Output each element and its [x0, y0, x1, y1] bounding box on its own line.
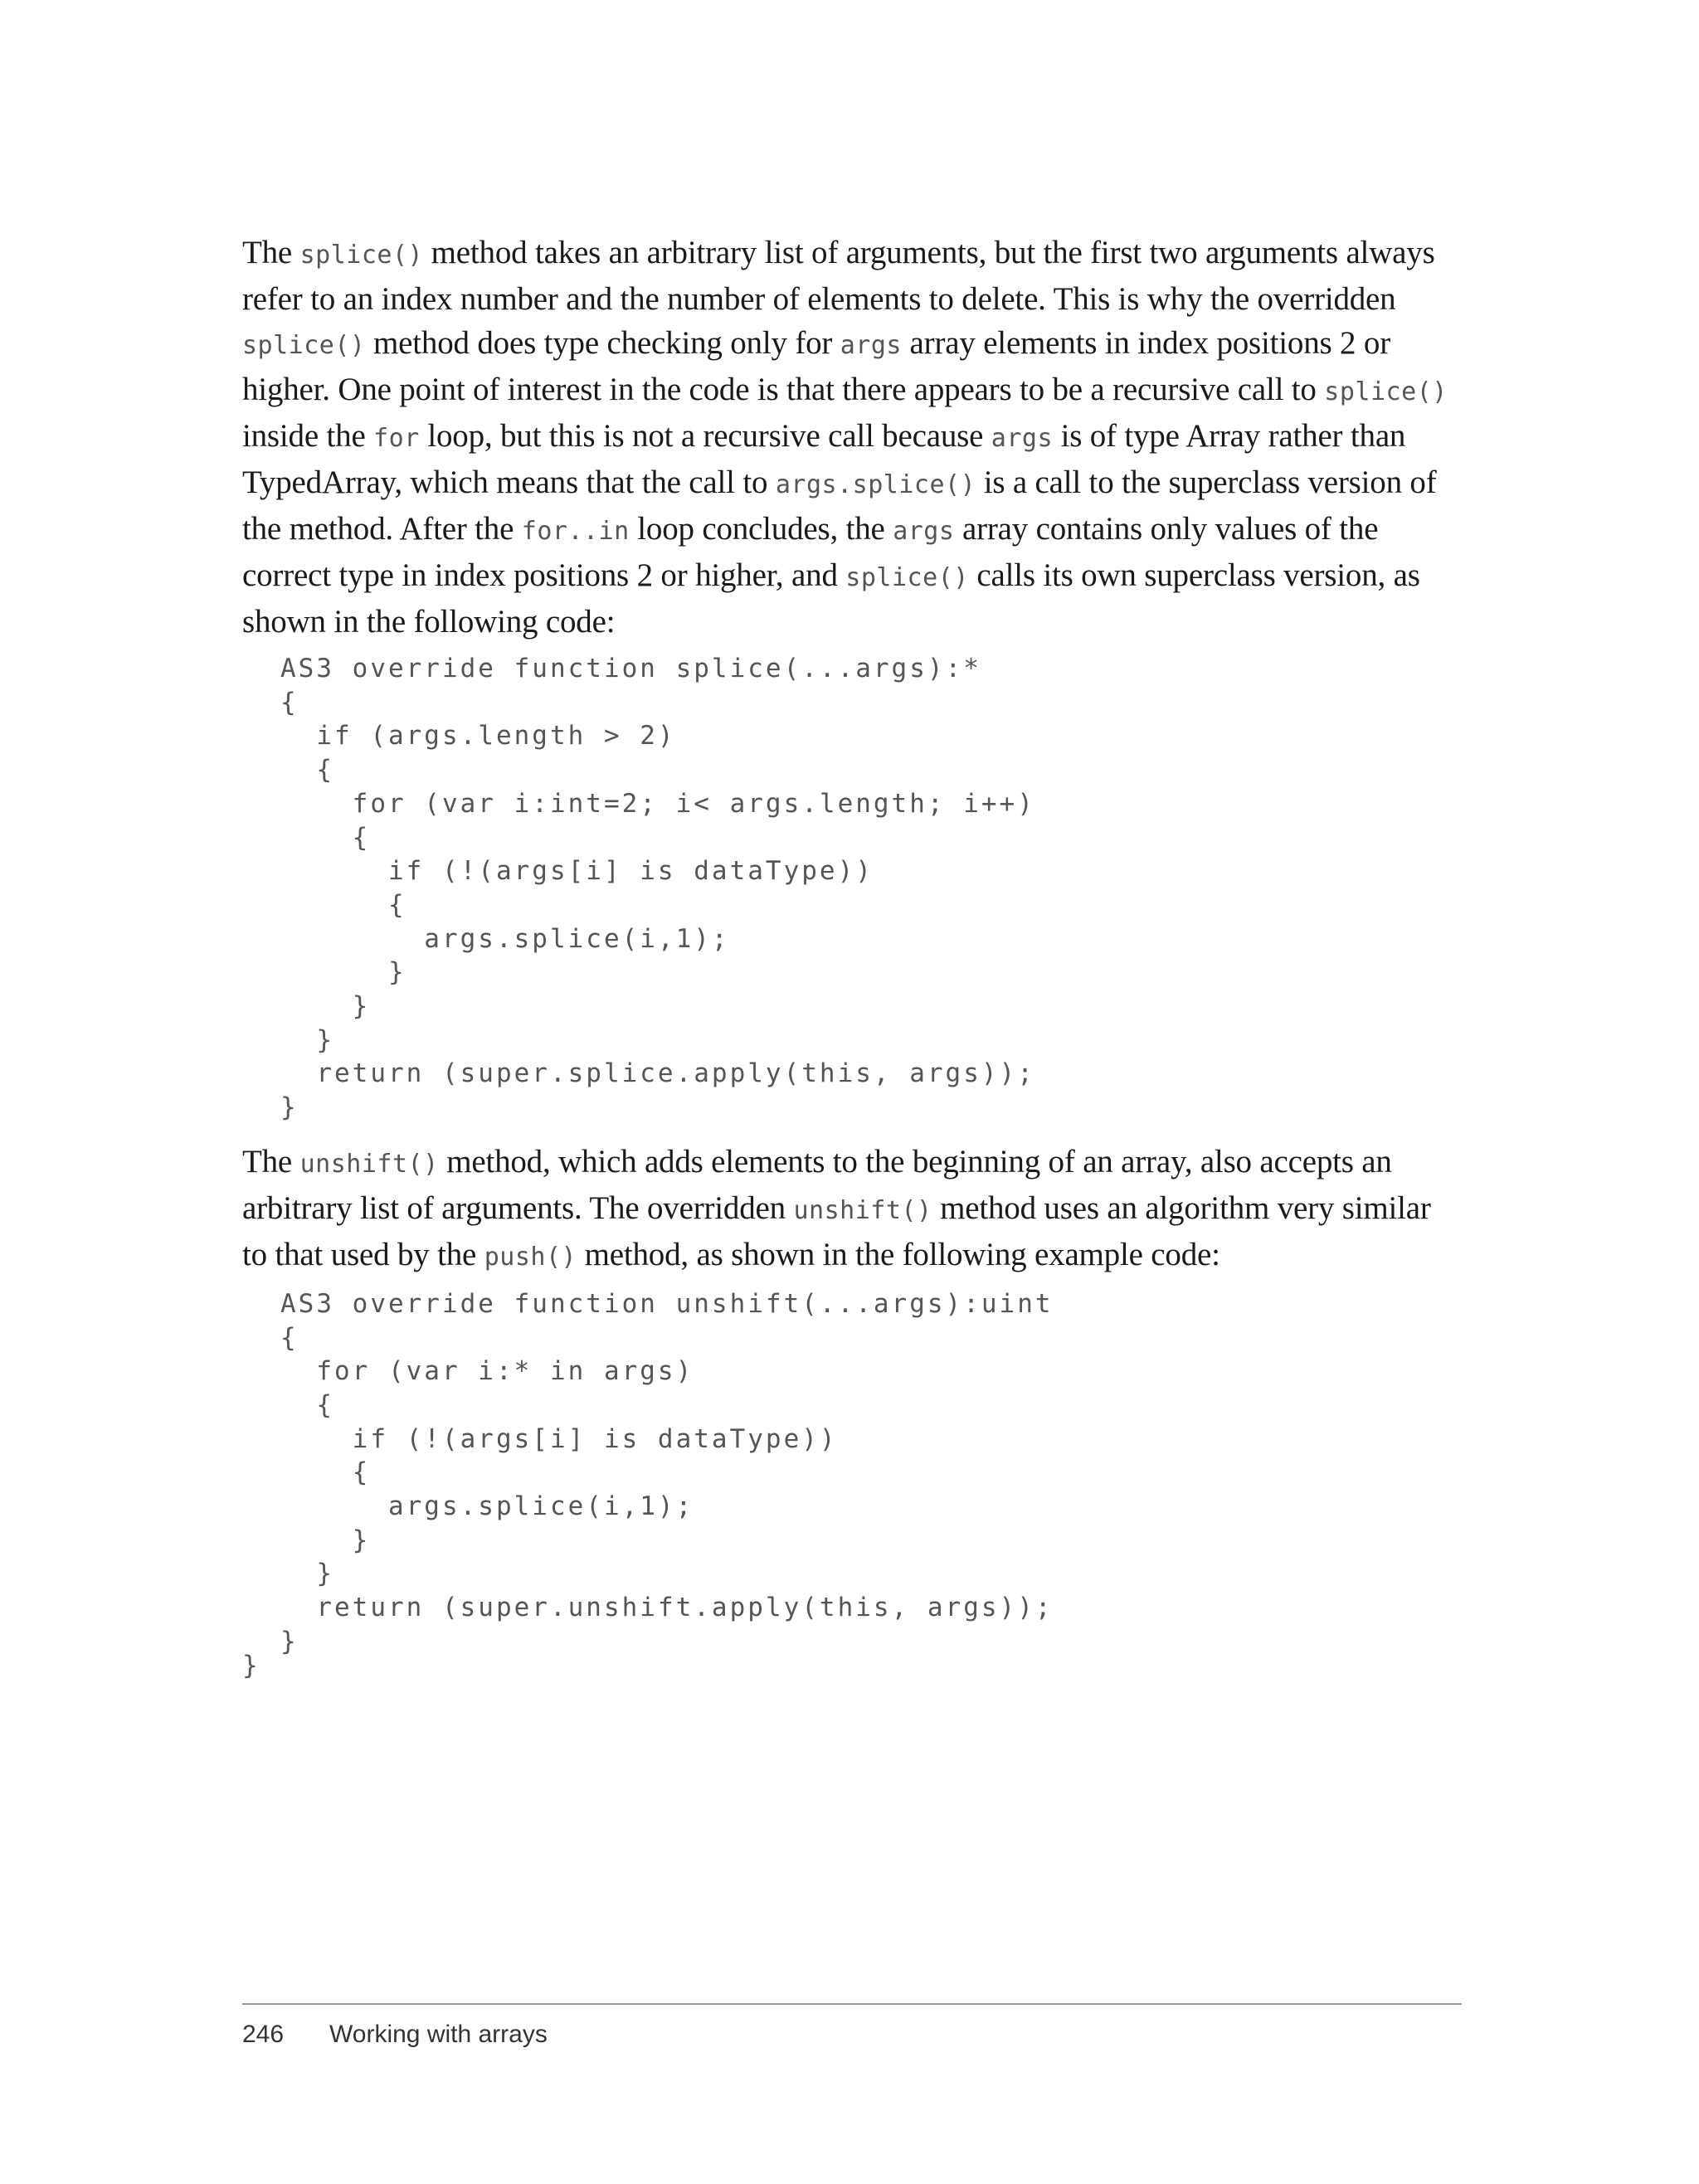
prose-text: The — [242, 1143, 300, 1180]
code-line: { — [280, 889, 406, 920]
footer-rule — [242, 2003, 1462, 2005]
code-line: return (super.unshift.apply(this, args)); — [280, 1593, 1054, 1623]
code-line: { — [280, 1322, 299, 1353]
inline-code: unshift() — [793, 1195, 932, 1225]
paragraph-splice — [242, 231, 1462, 644]
code-line: return (super.splice.apply(this, args)); — [280, 1058, 1035, 1089]
inline-code: splice() — [845, 563, 969, 592]
inline-code: args — [840, 331, 902, 360]
code-line: if (!(args[i] is dataType)) — [280, 856, 874, 887]
code-line: } — [280, 991, 371, 1022]
inline-code: args — [893, 517, 955, 546]
prose-text: calls its own superclass version, as shown in the following code: — [242, 557, 1420, 640]
page-number: 246 — [242, 2021, 285, 2048]
prose-text: loop, but this is not a recursive call because — [419, 418, 991, 454]
inline-code: args — [991, 424, 1054, 453]
code-line: { — [280, 687, 299, 717]
prose-text: array contains only values of the correct type in index positions 2 or higher, and — [242, 511, 1379, 593]
code-line: for (var i:* in args) — [280, 1356, 694, 1387]
inline-code: splice() — [1324, 377, 1448, 406]
inline-code: splice() — [299, 241, 424, 270]
code-line: for (var i:int=2; i< args.length; i++) — [280, 788, 1035, 819]
prose-text: method, which adds elements to the beginning of an array, also accepts an arbitrary list of arguments. The overridden — [242, 1143, 1392, 1226]
inline-code: for — [373, 424, 420, 453]
prose-text: loop concludes, the — [629, 511, 893, 547]
code-line: } — [280, 957, 406, 988]
code-line: } — [280, 1024, 334, 1055]
prose-text: The — [242, 235, 300, 270]
code-line: AS3 override function unshift(...args):uint — [280, 1288, 1054, 1319]
section-title: Working with arrays — [329, 2021, 548, 2048]
inline-code: args.splice() — [775, 470, 976, 499]
code-line: if (!(args[i] is dataType)) — [280, 1423, 838, 1454]
page-body — [242, 231, 1462, 1659]
code-block-splice — [280, 652, 1462, 1125]
code-line: { — [280, 822, 371, 853]
prose-text: array elements in index positions 2 or higher. One point of interest in the code is that there appears to be a recursive call to — [242, 325, 1390, 407]
code-line: AS3 override function splice(...args):* — [280, 654, 981, 683]
code-line: } — [280, 1559, 334, 1589]
code-line: args.splice(i,1); — [280, 923, 730, 954]
code-line: { — [280, 1389, 334, 1420]
code-line: { — [280, 1457, 371, 1488]
code-line: if (args.length > 2) — [280, 721, 676, 752]
prose-text: inside the — [242, 418, 374, 454]
inline-code: splice() — [242, 331, 366, 360]
inline-code: for..in — [521, 517, 630, 546]
code-block-unshift — [280, 1287, 1462, 1659]
paragraph-unshift — [242, 1140, 1462, 1279]
prose-text: method takes an arbitrary list of arguments, but the first two arguments always refer to an index number and the number of elements to delete. This is why the overridden — [242, 235, 1435, 317]
page-footer — [242, 2018, 548, 2051]
prose-text: is of type Array rather than TypedArray, which means that the call to — [242, 418, 1406, 500]
code-line: } — [280, 1626, 299, 1656]
prose-text: method does type checking only for — [365, 325, 840, 361]
code-line: args.splice(i,1); — [280, 1491, 694, 1522]
prose-text: method uses an algorithm very similar to that used by the — [242, 1189, 1431, 1272]
inline-code: push() — [484, 1242, 577, 1272]
closing-brace: } — [242, 1651, 258, 1681]
code-line: { — [280, 755, 334, 786]
prose-text: method, as shown in the following example code: — [577, 1236, 1220, 1272]
code-line: } — [280, 1525, 371, 1555]
code-line: } — [280, 1092, 299, 1123]
inline-code: unshift() — [299, 1149, 439, 1179]
prose-text: is a call to the superclass version of the method. After the — [242, 465, 1437, 547]
